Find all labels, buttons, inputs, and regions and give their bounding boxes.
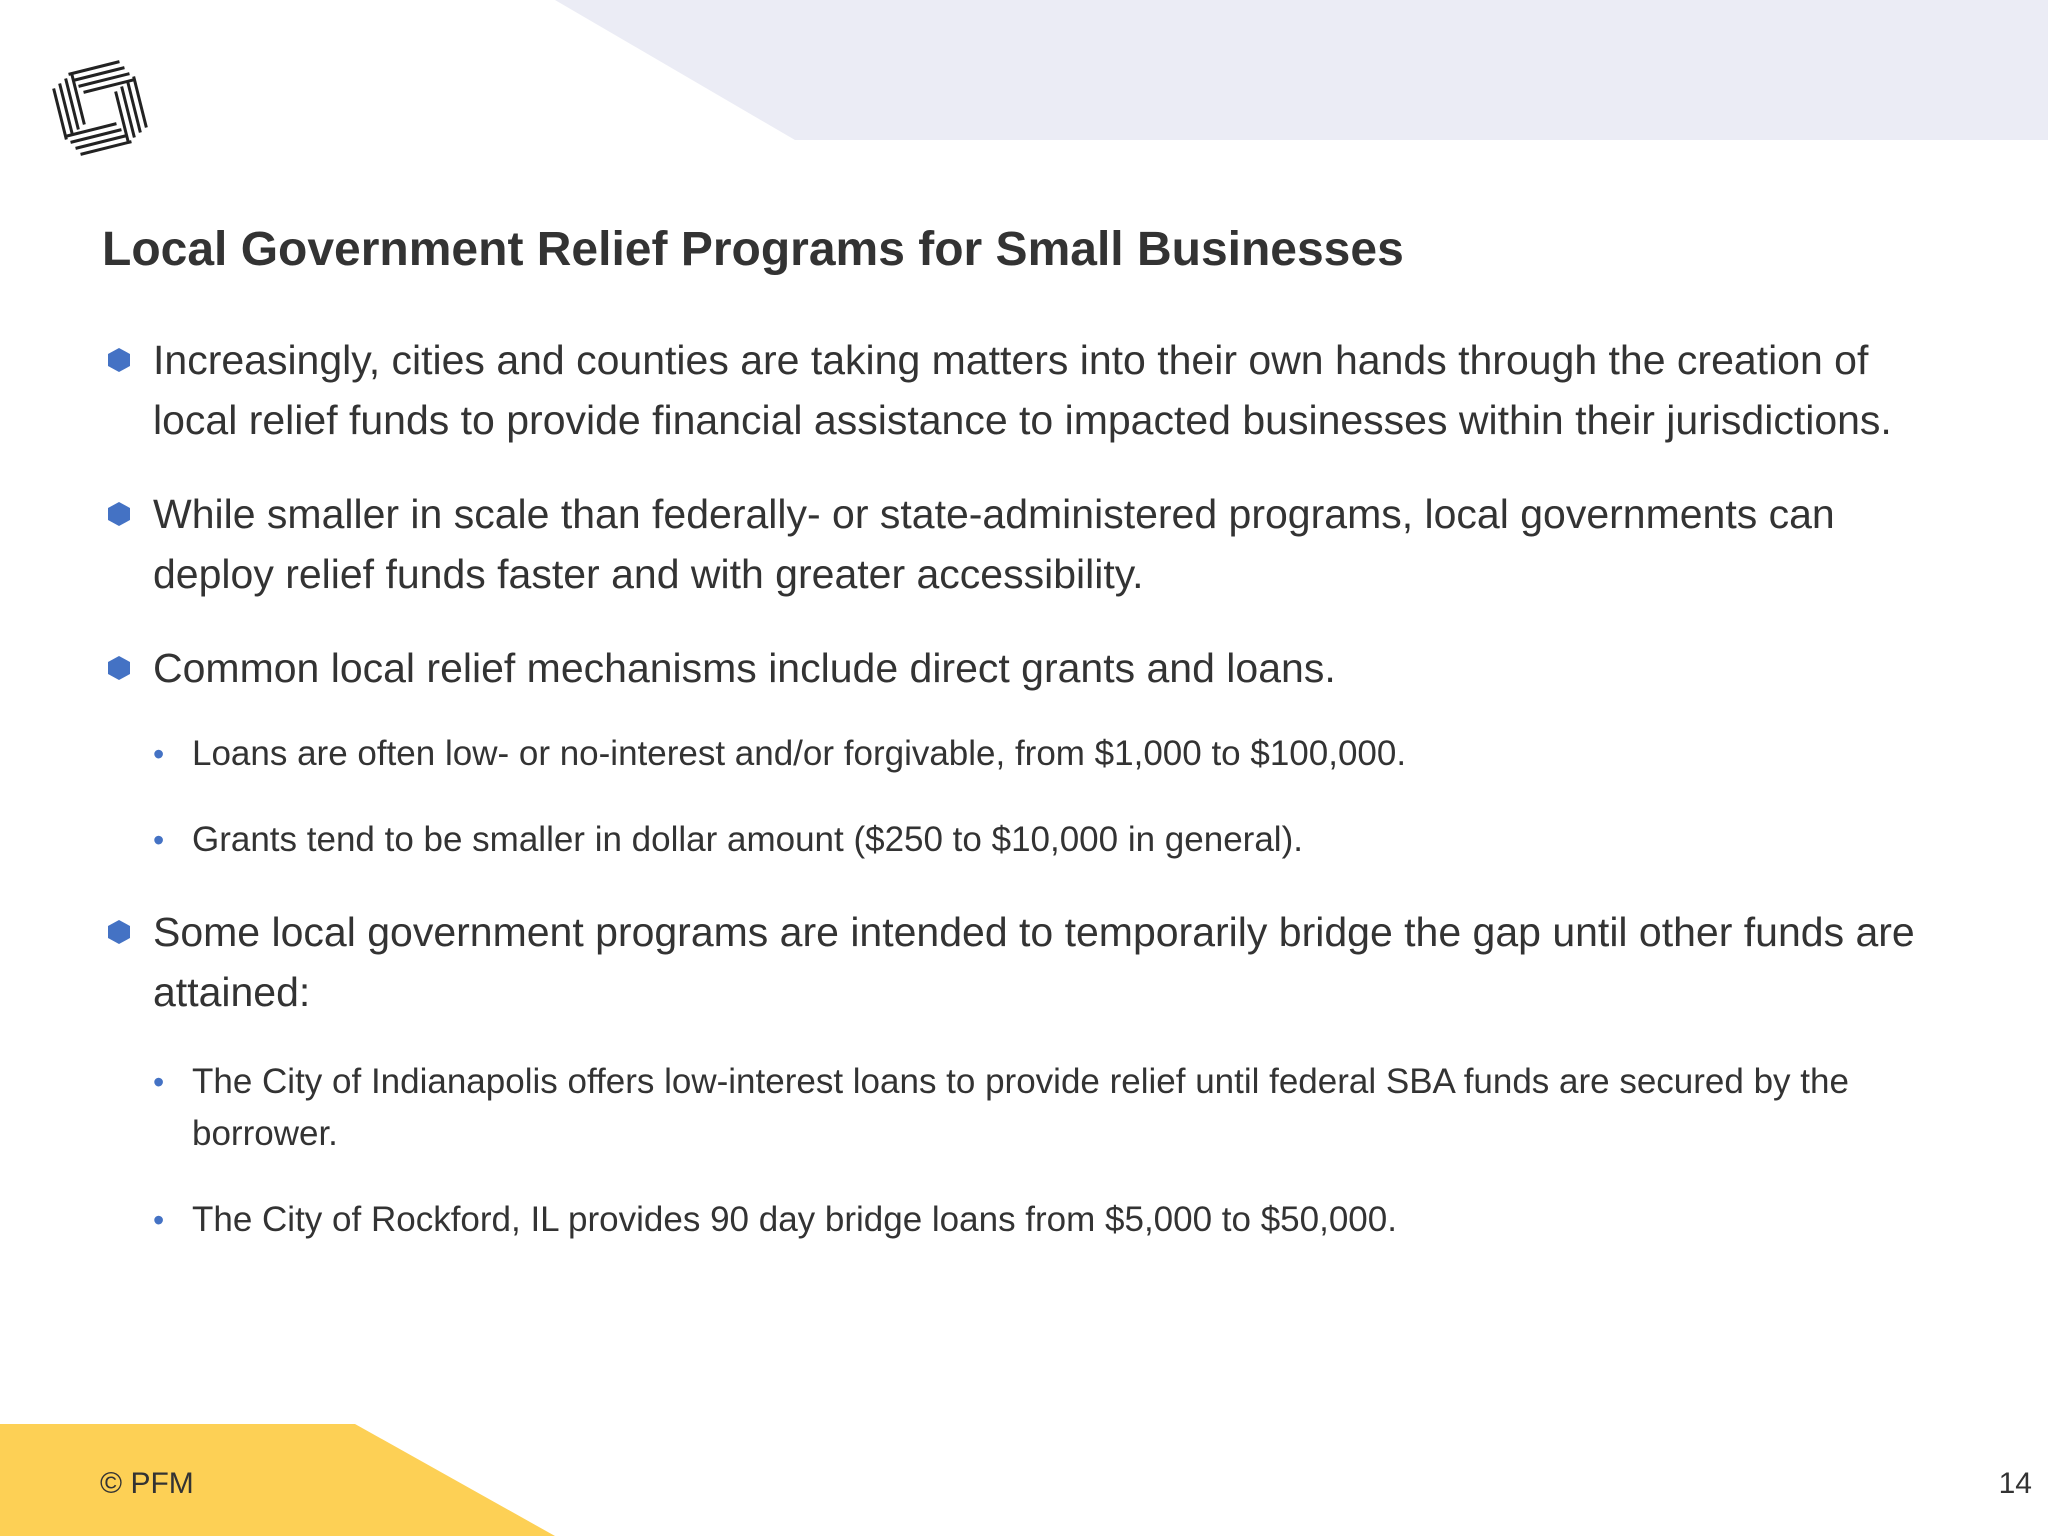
bullet-item: [102, 638, 1962, 698]
sub-bullet-text: Grants tend to be smaller in dollar amount ($250 to $10,000 in general).: [192, 820, 1303, 859]
hexagon-bullet-icon: [106, 501, 132, 527]
bullet-list: [102, 330, 1962, 1246]
bullet-text: Common local relief mechanisms include direct grants and loans.: [153, 645, 1336, 691]
page-number: 14: [1998, 1467, 2032, 1500]
sub-bullet-item: [102, 1194, 1962, 1246]
bullet-item: [102, 484, 1962, 604]
sub-bullet-text: The City of Indianapolis offers low-interest loans to provide relief until federal SBA funds are secured by the borrower.: [192, 1062, 1849, 1153]
bullet-item: [102, 330, 1962, 450]
sub-bullet-text: The City of Rockford, IL provides 90 day bridge loans from $5,000 to $50,000.: [192, 1200, 1397, 1239]
dot-bullet: •: [153, 1064, 165, 1100]
header-band: [555, 0, 2048, 140]
dot-bullet: •: [153, 736, 165, 772]
bullet-text: While smaller in scale than federally- or state-administered programs, local governments can deploy relief funds faster and with greater accessibility.: [153, 491, 1835, 597]
bullet-text: Some local government programs are intended to temporarily bridge the gap until other funds are attained:: [153, 909, 1915, 1015]
dot-bullet: •: [153, 822, 165, 858]
slide-title: Local Government Relief Programs for Small Businesses: [102, 223, 1404, 276]
dot-bullet: •: [153, 1202, 165, 1238]
hexagon-bullet-icon: [106, 655, 132, 681]
hexagon-bullet-icon: [106, 347, 132, 373]
sub-bullet-item: [102, 1056, 1962, 1160]
pfm-logo-icon: [44, 52, 156, 164]
sub-bullet-item: [102, 728, 1962, 780]
sub-bullet-text: Loans are often low- or no-interest and/or forgivable, from $1,000 to $100,000.: [192, 734, 1407, 773]
bullet-item: [102, 902, 1962, 1022]
copyright-text: © PFM: [100, 1467, 194, 1500]
bullet-text: Increasingly, cities and counties are taking matters into their own hands through the creation of local relief funds to provide financial assistance to impacted businesses within their jurisdictions.: [153, 337, 1892, 443]
footer-band: [0, 1424, 555, 1536]
hexagon-bullet-icon: [106, 919, 132, 945]
sub-bullet-item: [102, 814, 1962, 866]
